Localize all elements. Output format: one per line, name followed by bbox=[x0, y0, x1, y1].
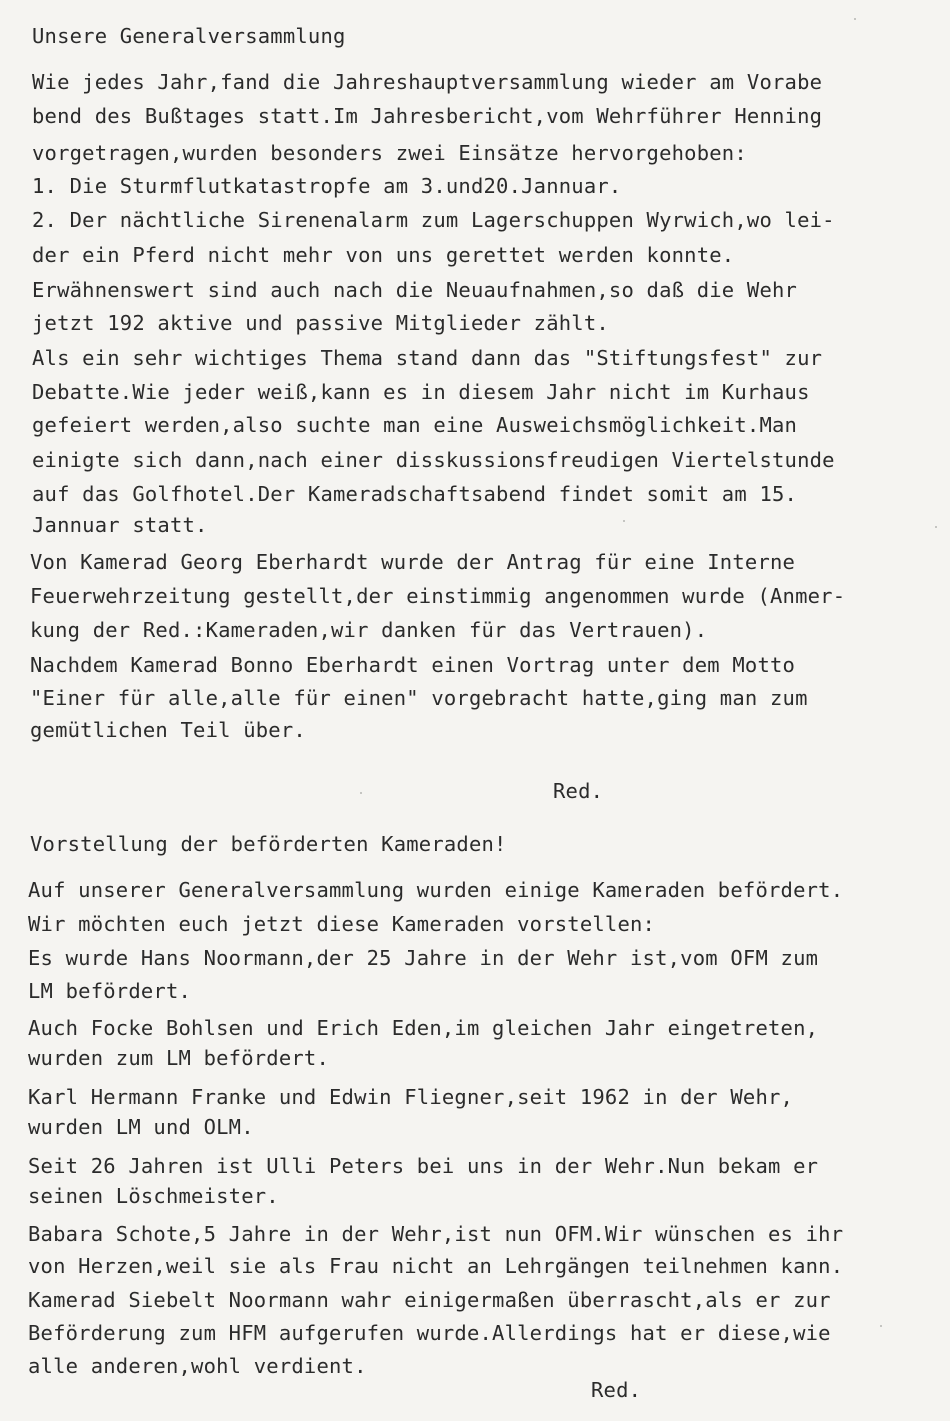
article-line: jetzt 192 aktive und passive Mitglieder zählt. bbox=[32, 311, 609, 335]
article-line: alle anderen,wohl verdient. bbox=[28, 1354, 367, 1378]
article-line: Babara Schote,5 Jahre in der Wehr,ist nun OFM.Wir wünschen es ihr bbox=[28, 1222, 844, 1246]
article-line: Beförderung zum HFM aufgerufen wurde.Allerdings hat er diese,wie bbox=[28, 1321, 831, 1345]
article-line: bend des Bußtages statt.Im Jahresbericht,vom Wehrführer Henning bbox=[32, 104, 823, 128]
article-line: vorgetragen,wurden besonders zwei Einsätze hervorgehoben: bbox=[32, 141, 747, 165]
article-line: Nachdem Kamerad Bonno Eberhardt einen Vortrag unter dem Motto bbox=[30, 653, 796, 677]
article-line: gefeiert werden,also suchte man eine Ausweichsmöglichkeit.Man bbox=[32, 413, 798, 437]
article-line: Jannuar statt. bbox=[32, 513, 208, 537]
article-line: 1. Die Sturmflutkatastropfe am 3.und20.Jannuar. bbox=[32, 174, 622, 198]
article-line: seinen Löschmeister. bbox=[28, 1184, 279, 1208]
paper-speck bbox=[854, 18, 856, 20]
article-line: von Herzen,weil sie als Frau nicht an Lehrgängen teilnehmen kann. bbox=[28, 1254, 844, 1278]
article-line: Seit 26 Jahren ist Ulli Peters bei uns in der Wehr.Nun bekam er bbox=[28, 1154, 819, 1178]
article-line: gemütlichen Teil über. bbox=[30, 718, 306, 742]
article-line: LM befördert. bbox=[28, 979, 192, 1003]
article-signature: Red. bbox=[591, 1378, 642, 1402]
article-line: der ein Pferd nicht mehr von uns gerettet werden konnte. bbox=[32, 243, 735, 267]
article-line: kung der Red.:Kameraden,wir danken für das Vertrauen). bbox=[30, 618, 708, 642]
article-line: wurden zum LM befördert. bbox=[28, 1046, 330, 1070]
paper-speck bbox=[880, 1325, 882, 1327]
article-line: auf das Golfhotel.Der Kameradschaftsabend findet somit am 15. bbox=[32, 482, 798, 506]
paper-speck bbox=[360, 792, 362, 794]
article-title: Unsere Generalversammlung bbox=[32, 24, 346, 48]
paper-speck bbox=[623, 520, 625, 522]
article-line: Auch Focke Bohlsen und Erich Eden,im gleichen Jahr eingetreten, bbox=[28, 1016, 819, 1040]
article-line: Kamerad Siebelt Noormann wahr einigermaßen überrascht,als er zur bbox=[28, 1288, 831, 1312]
article-line: Debatte.Wie jeder weiß,kann es in diesem Jahr nicht im Kurhaus bbox=[32, 380, 810, 404]
article-line: Feuerwehrzeitung gestellt,der einstimmig angenommen wurde (Anmer- bbox=[30, 584, 846, 608]
paper-speck bbox=[935, 526, 937, 528]
article-line: Es wurde Hans Noormann,der 25 Jahre in der Wehr ist,vom OFM zum bbox=[28, 946, 819, 970]
article-line: Auf unserer Generalversammlung wurden einige Kameraden befördert. bbox=[28, 878, 844, 902]
article-line: einigte sich dann,nach einer disskussionsfreudigen Viertelstunde bbox=[32, 448, 835, 472]
article-line: Wir möchten euch jetzt diese Kameraden vorstellen: bbox=[28, 912, 656, 936]
article-line: Karl Hermann Franke und Edwin Fliegner,seit 1962 in der Wehr, bbox=[28, 1085, 794, 1109]
article-line: Von Kamerad Georg Eberhardt wurde der Antrag für eine Interne bbox=[30, 550, 796, 574]
article-line: Erwähnenswert sind auch nach die Neuaufnahmen,so daß die Wehr bbox=[32, 278, 798, 302]
article-signature: Red. bbox=[553, 779, 604, 803]
article-line: Wie jedes Jahr,fand die Jahreshauptversammlung wieder am Vorabe bbox=[32, 70, 823, 94]
article-title: Vorstellung der beförderten Kameraden! bbox=[30, 832, 507, 856]
article-line: 2. Der nächtliche Sirenenalarm zum Lagerschuppen Wyrwich,wo lei- bbox=[32, 208, 835, 232]
article-line: "Einer für alle,alle für einen" vorgebracht hatte,ging man zum bbox=[30, 686, 808, 710]
article-line: wurden LM und OLM. bbox=[28, 1115, 254, 1139]
article-line: Als ein sehr wichtiges Thema stand dann das "Stiftungsfest" zur bbox=[32, 346, 823, 370]
